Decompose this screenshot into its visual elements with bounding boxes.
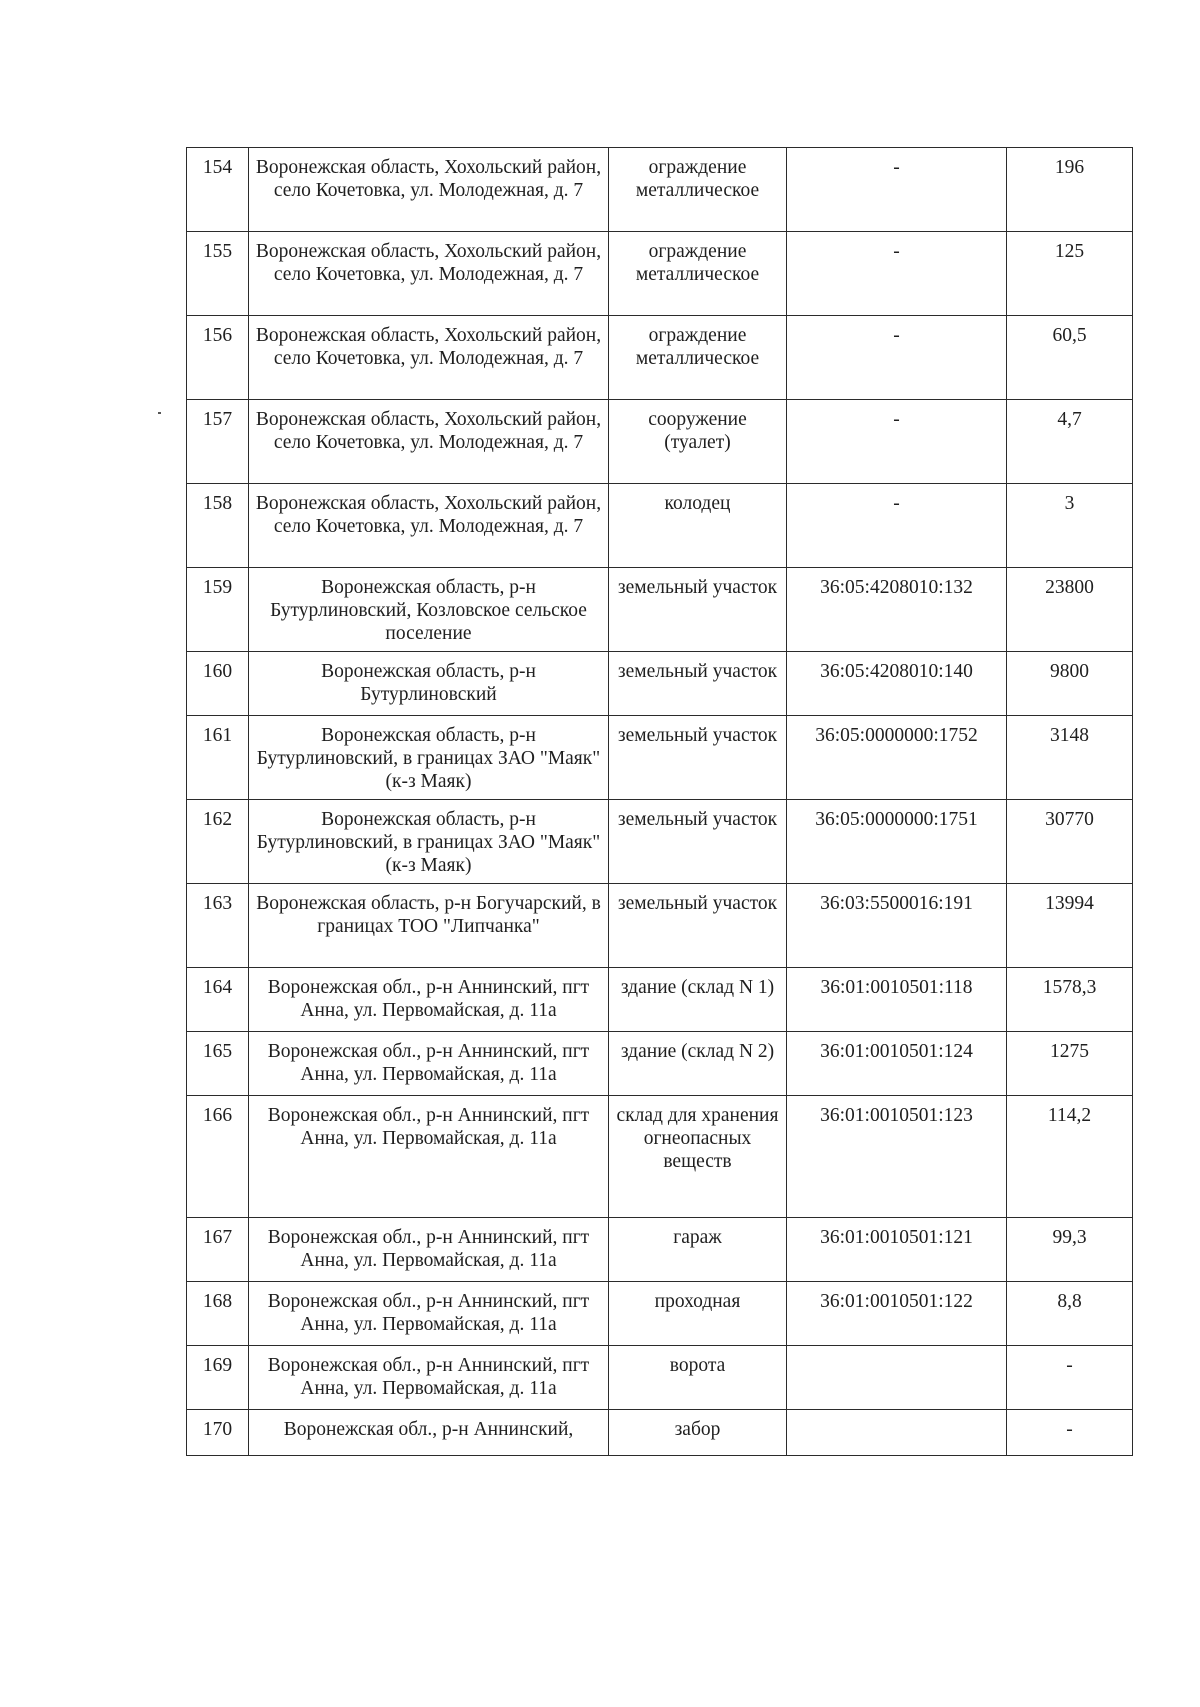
area-cell: 125 — [1007, 232, 1133, 316]
address-cell: Воронежская обл., р-н Аннинский, пгт Анна, ул. Первомайская, д. 11а — [249, 1096, 609, 1218]
address-cell: Воронежская обл., р-н Аннинский, пгт Анна, ул. Первомайская, д. 11а — [249, 1282, 609, 1346]
table-row — [187, 1282, 1133, 1346]
row-number: 160 — [187, 652, 249, 716]
cadastral-number-cell: 36:05:4208010:140 — [787, 652, 1007, 716]
row-number: 156 — [187, 316, 249, 400]
address-cell: Воронежская обл., р-н Аннинский, — [249, 1410, 609, 1456]
address-cell: Воронежская область, р-н Богучарский, в границах ТОО "Липчанка" — [249, 884, 609, 968]
table-row — [187, 568, 1133, 652]
table-row — [187, 652, 1133, 716]
scan-speck — [158, 412, 161, 414]
cadastral-number-cell: - — [787, 484, 1007, 568]
object-type-cell: земельный участок — [609, 716, 787, 800]
address-cell: Воронежская обл., р-н Аннинский, пгт Анна, ул. Первомайская, д. 11а — [249, 968, 609, 1032]
address-cell: Воронежская область, Хохольский район, село Кочетовка, ул. Молодежная, д. 7 — [249, 484, 609, 568]
object-type-cell: ворота — [609, 1346, 787, 1410]
object-type-cell: ограждение металлическое — [609, 316, 787, 400]
cadastral-number-cell: - — [787, 316, 1007, 400]
table-row — [187, 232, 1133, 316]
cadastral-number-cell: 36:01:0010501:123 — [787, 1096, 1007, 1218]
table-row — [187, 484, 1133, 568]
object-type-cell: склад для хранения огнеопасных веществ — [609, 1096, 787, 1218]
table-row — [187, 968, 1133, 1032]
row-number: 170 — [187, 1410, 249, 1456]
row-number: 166 — [187, 1096, 249, 1218]
row-number: 163 — [187, 884, 249, 968]
address-cell: Воронежская обл., р-н Аннинский, пгт Анна, ул. Первомайская, д. 11а — [249, 1218, 609, 1282]
row-number: 155 — [187, 232, 249, 316]
area-cell: 114,2 — [1007, 1096, 1133, 1218]
object-type-cell: здание (склад N 2) — [609, 1032, 787, 1096]
row-number: 165 — [187, 1032, 249, 1096]
cadastral-number-cell: 36:05:0000000:1752 — [787, 716, 1007, 800]
row-number: 161 — [187, 716, 249, 800]
address-cell: Воронежская область, р-н Бутурлиновский, Козловское сельское поселение — [249, 568, 609, 652]
area-cell: 4,7 — [1007, 400, 1133, 484]
cadastral-number-cell: - — [787, 400, 1007, 484]
area-cell: 8,8 — [1007, 1282, 1133, 1346]
cadastral-number-cell: - — [787, 232, 1007, 316]
object-type-cell: земельный участок — [609, 800, 787, 884]
row-number: 164 — [187, 968, 249, 1032]
table-row — [187, 1032, 1133, 1096]
address-cell: Воронежская область, Хохольский район, село Кочетовка, ул. Молодежная, д. 7 — [249, 148, 609, 232]
cadastral-number-cell: 36:01:0010501:118 — [787, 968, 1007, 1032]
cadastral-number-cell: 36:01:0010501:121 — [787, 1218, 1007, 1282]
cadastral-number-cell: - — [787, 148, 1007, 232]
area-cell: 1275 — [1007, 1032, 1133, 1096]
object-type-cell: ограждение металлическое — [609, 148, 787, 232]
address-cell: Воронежская обл., р-н Аннинский, пгт Анна, ул. Первомайская, д. 11а — [249, 1346, 609, 1410]
table-row — [187, 400, 1133, 484]
area-cell: 60,5 — [1007, 316, 1133, 400]
table-row — [187, 884, 1133, 968]
area-cell: 99,3 — [1007, 1218, 1133, 1282]
table-row — [187, 316, 1133, 400]
object-type-cell: ограждение металлическое — [609, 232, 787, 316]
object-type-cell: сооружение (туалет) — [609, 400, 787, 484]
row-number: 169 — [187, 1346, 249, 1410]
area-cell: 1578,3 — [1007, 968, 1133, 1032]
object-type-cell: земельный участок — [609, 568, 787, 652]
object-type-cell: гараж — [609, 1218, 787, 1282]
row-number: 154 — [187, 148, 249, 232]
address-cell: Воронежская обл., р-н Аннинский, пгт Анна, ул. Первомайская, д. 11а — [249, 1032, 609, 1096]
table-row — [187, 800, 1133, 884]
cadastral-number-cell — [787, 1346, 1007, 1410]
object-type-cell: земельный участок — [609, 652, 787, 716]
table-row — [187, 1410, 1133, 1456]
address-cell: Воронежская область, р-н Бутурлиновский — [249, 652, 609, 716]
property-table — [186, 147, 1133, 1456]
row-number: 159 — [187, 568, 249, 652]
area-cell: - — [1007, 1410, 1133, 1456]
table-row — [187, 1218, 1133, 1282]
area-cell: 9800 — [1007, 652, 1133, 716]
row-number: 158 — [187, 484, 249, 568]
object-type-cell: проходная — [609, 1282, 787, 1346]
cadastral-number-cell: 36:01:0010501:122 — [787, 1282, 1007, 1346]
row-number: 157 — [187, 400, 249, 484]
object-type-cell: земельный участок — [609, 884, 787, 968]
table-row — [187, 1096, 1133, 1218]
address-cell: Воронежская область, Хохольский район, село Кочетовка, ул. Молодежная, д. 7 — [249, 316, 609, 400]
address-cell: Воронежская область, р-н Бутурлиновский, в границах ЗАО "Маяк" (к-з Маяк) — [249, 800, 609, 884]
object-type-cell: здание (склад N 1) — [609, 968, 787, 1032]
address-cell: Воронежская область, Хохольский район, село Кочетовка, ул. Молодежная, д. 7 — [249, 232, 609, 316]
object-type-cell: забор — [609, 1410, 787, 1456]
table-row — [187, 1346, 1133, 1410]
address-cell: Воронежская область, р-н Бутурлиновский, в границах ЗАО "Маяк" (к-з Маяк) — [249, 716, 609, 800]
row-number: 168 — [187, 1282, 249, 1346]
object-type-cell: колодец — [609, 484, 787, 568]
cadastral-number-cell: 36:03:5500016:191 — [787, 884, 1007, 968]
address-cell: Воронежская область, Хохольский район, село Кочетовка, ул. Молодежная, д. 7 — [249, 400, 609, 484]
table-row — [187, 148, 1133, 232]
cadastral-number-cell — [787, 1410, 1007, 1456]
area-cell: 196 — [1007, 148, 1133, 232]
cadastral-number-cell: 36:01:0010501:124 — [787, 1032, 1007, 1096]
cadastral-number-cell: 36:05:0000000:1751 — [787, 800, 1007, 884]
property-table-body — [187, 148, 1133, 1456]
area-cell: 3 — [1007, 484, 1133, 568]
area-cell: 3148 — [1007, 716, 1133, 800]
area-cell: 30770 — [1007, 800, 1133, 884]
area-cell: - — [1007, 1346, 1133, 1410]
area-cell: 23800 — [1007, 568, 1133, 652]
table-row — [187, 716, 1133, 800]
area-cell: 13994 — [1007, 884, 1133, 968]
row-number: 162 — [187, 800, 249, 884]
cadastral-number-cell: 36:05:4208010:132 — [787, 568, 1007, 652]
row-number: 167 — [187, 1218, 249, 1282]
